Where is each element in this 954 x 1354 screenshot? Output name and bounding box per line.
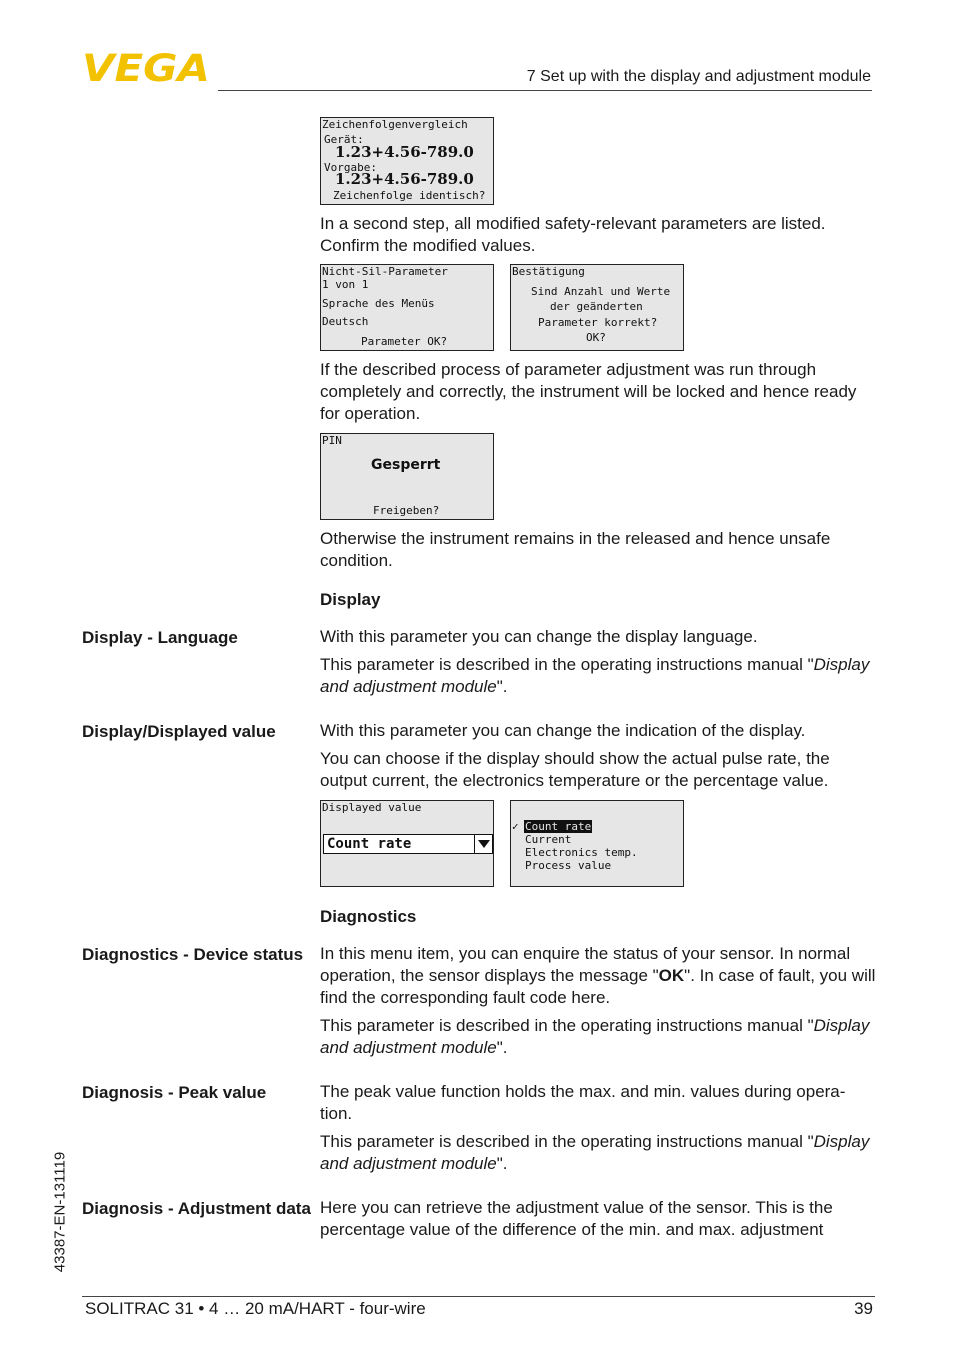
lcd-non-sil-params — [320, 264, 494, 351]
lcd-pin — [320, 433, 494, 520]
lcd-displayed-value — [320, 800, 494, 887]
paragraph-manual-ref-3: This parameter is described in the operating instructions manual "Display and adjustment module". — [320, 1132, 870, 1173]
lcd-target-value: 1.23+4.56-789.0 — [335, 170, 474, 188]
page-number: 39 — [854, 1299, 873, 1318]
lcd-confirm-line3: Parameter korrekt? — [538, 316, 658, 329]
footer-divider — [82, 1296, 875, 1297]
lcd-title: Nicht-Sil-Parameter — [322, 265, 448, 278]
lcd-question: Freigeben? — [373, 504, 440, 517]
paragraph-language: With this parameter you can change the display language. — [320, 627, 758, 646]
lcd-confirm-line2: der geänderten — [550, 300, 643, 313]
lcd-target-label: Vorgabe: — [324, 161, 377, 174]
lcd-title: Bestätigung — [512, 265, 585, 278]
lcd-param-value: Deutsch — [322, 315, 369, 328]
lcd-device-value: 1.23+4.56-789.0 — [335, 143, 474, 161]
paragraph-device-status: In this menu item, you can enquire the status of your sensor. In normal operation, the sensor displays the message "OK". In case of fault, you will find the corresponding fault code here. — [320, 944, 876, 1007]
manual-title: Display and adjustment module — [320, 655, 870, 696]
paragraph-locked: If the described process of parameter adjustment was run through completely and correctly, the instrument will be locked and hence ready for operation. — [320, 360, 857, 423]
paragraph-display-choices: You can choose if the display should show the actual pulse rate, the output current, the electronics temperature or the percentage value. — [320, 749, 830, 790]
label-adjustment-data: Diagnosis - Adjustment data — [82, 1199, 311, 1218]
manual-title: Display and adjustment module — [320, 1132, 870, 1173]
manual-title: Display and adjustment module — [320, 1016, 870, 1057]
paragraph-peak-value: The peak value function holds the max. and min. values during opera-tion. — [320, 1082, 846, 1123]
option-electronics-temp[interactable]: Electronics temp. — [525, 846, 638, 859]
lcd-confirmation — [510, 264, 684, 351]
label-peak-value: Diagnosis - Peak value — [82, 1083, 267, 1102]
section-heading-display: Display — [320, 590, 381, 609]
label-displayed-value: Display/Displayed value — [82, 722, 276, 741]
lcd-title: Displayed value — [322, 801, 422, 814]
lcd-confirm-line4: OK? — [586, 331, 606, 344]
lcd-confirm-line1: Sind Anzahl und Werte — [531, 285, 671, 298]
option-count-rate[interactable]: Count rate — [525, 820, 592, 833]
lcd-title: Zeichenfolgenvergleich — [322, 118, 468, 131]
lcd-param-name: Sprache des Menüs — [322, 297, 435, 310]
vega-logo — [82, 50, 212, 84]
checkmark-icon: ✓ — [512, 820, 519, 833]
paragraph-manual-ref-2: This parameter is described in the operating instructions manual "Display and adjustment module". — [320, 1016, 870, 1057]
document-code: 43387-EN-131119 — [51, 1151, 69, 1273]
footer-product: SOLITRAC 31 • 4 … 20 mA/HART - four-wire — [85, 1299, 426, 1318]
displayed-value-dropdown[interactable] — [323, 834, 493, 854]
lcd-device-label: Gerät: — [324, 133, 364, 146]
lcd-counter: 1 von 1 — [322, 278, 369, 291]
ok-message: OK — [658, 966, 685, 985]
chevron-down-icon[interactable] — [474, 835, 492, 853]
lcd-question: Parameter OK? — [361, 335, 448, 348]
paragraph-unsafe: Otherwise the instrument remains in the released and hence unsafe condition. — [320, 529, 831, 570]
section-heading-diagnostics: Diagnostics — [320, 907, 417, 926]
dropdown-selected-value: Count rate — [327, 836, 412, 852]
paragraph-displayed-value: With this parameter you can change the indication of the display. — [320, 721, 806, 740]
label-display-language: Display - Language — [82, 628, 238, 647]
lcd-question: Zeichenfolge identisch? — [333, 189, 486, 202]
paragraph-modified-params: In a second step, all modified safety-relevant parameters are listed. Confirm the modified values. — [320, 214, 826, 255]
lcd-string-compare — [320, 117, 494, 205]
header-title: 7 Set up with the display and adjustment module — [526, 68, 871, 85]
paragraph-manual-ref: This parameter is described in the operating instructions manual "Display and adjustment module". — [320, 655, 870, 696]
option-current[interactable]: Current — [525, 833, 572, 846]
lcd-pin-status: Gesperrt — [371, 457, 441, 473]
header-divider — [218, 90, 872, 91]
lcd-display-options — [510, 800, 684, 887]
option-process-value[interactable]: Process value — [525, 859, 612, 872]
label-device-status: Diagnostics - Device status — [82, 945, 304, 964]
lcd-title: PIN — [322, 434, 342, 447]
paragraph-adjustment-data: Here you can retrieve the adjustment value of the sensor. This is the percentage value of the difference of the min. and max. adjustment — [320, 1198, 833, 1239]
logo-text: VEGA — [82, 50, 210, 84]
